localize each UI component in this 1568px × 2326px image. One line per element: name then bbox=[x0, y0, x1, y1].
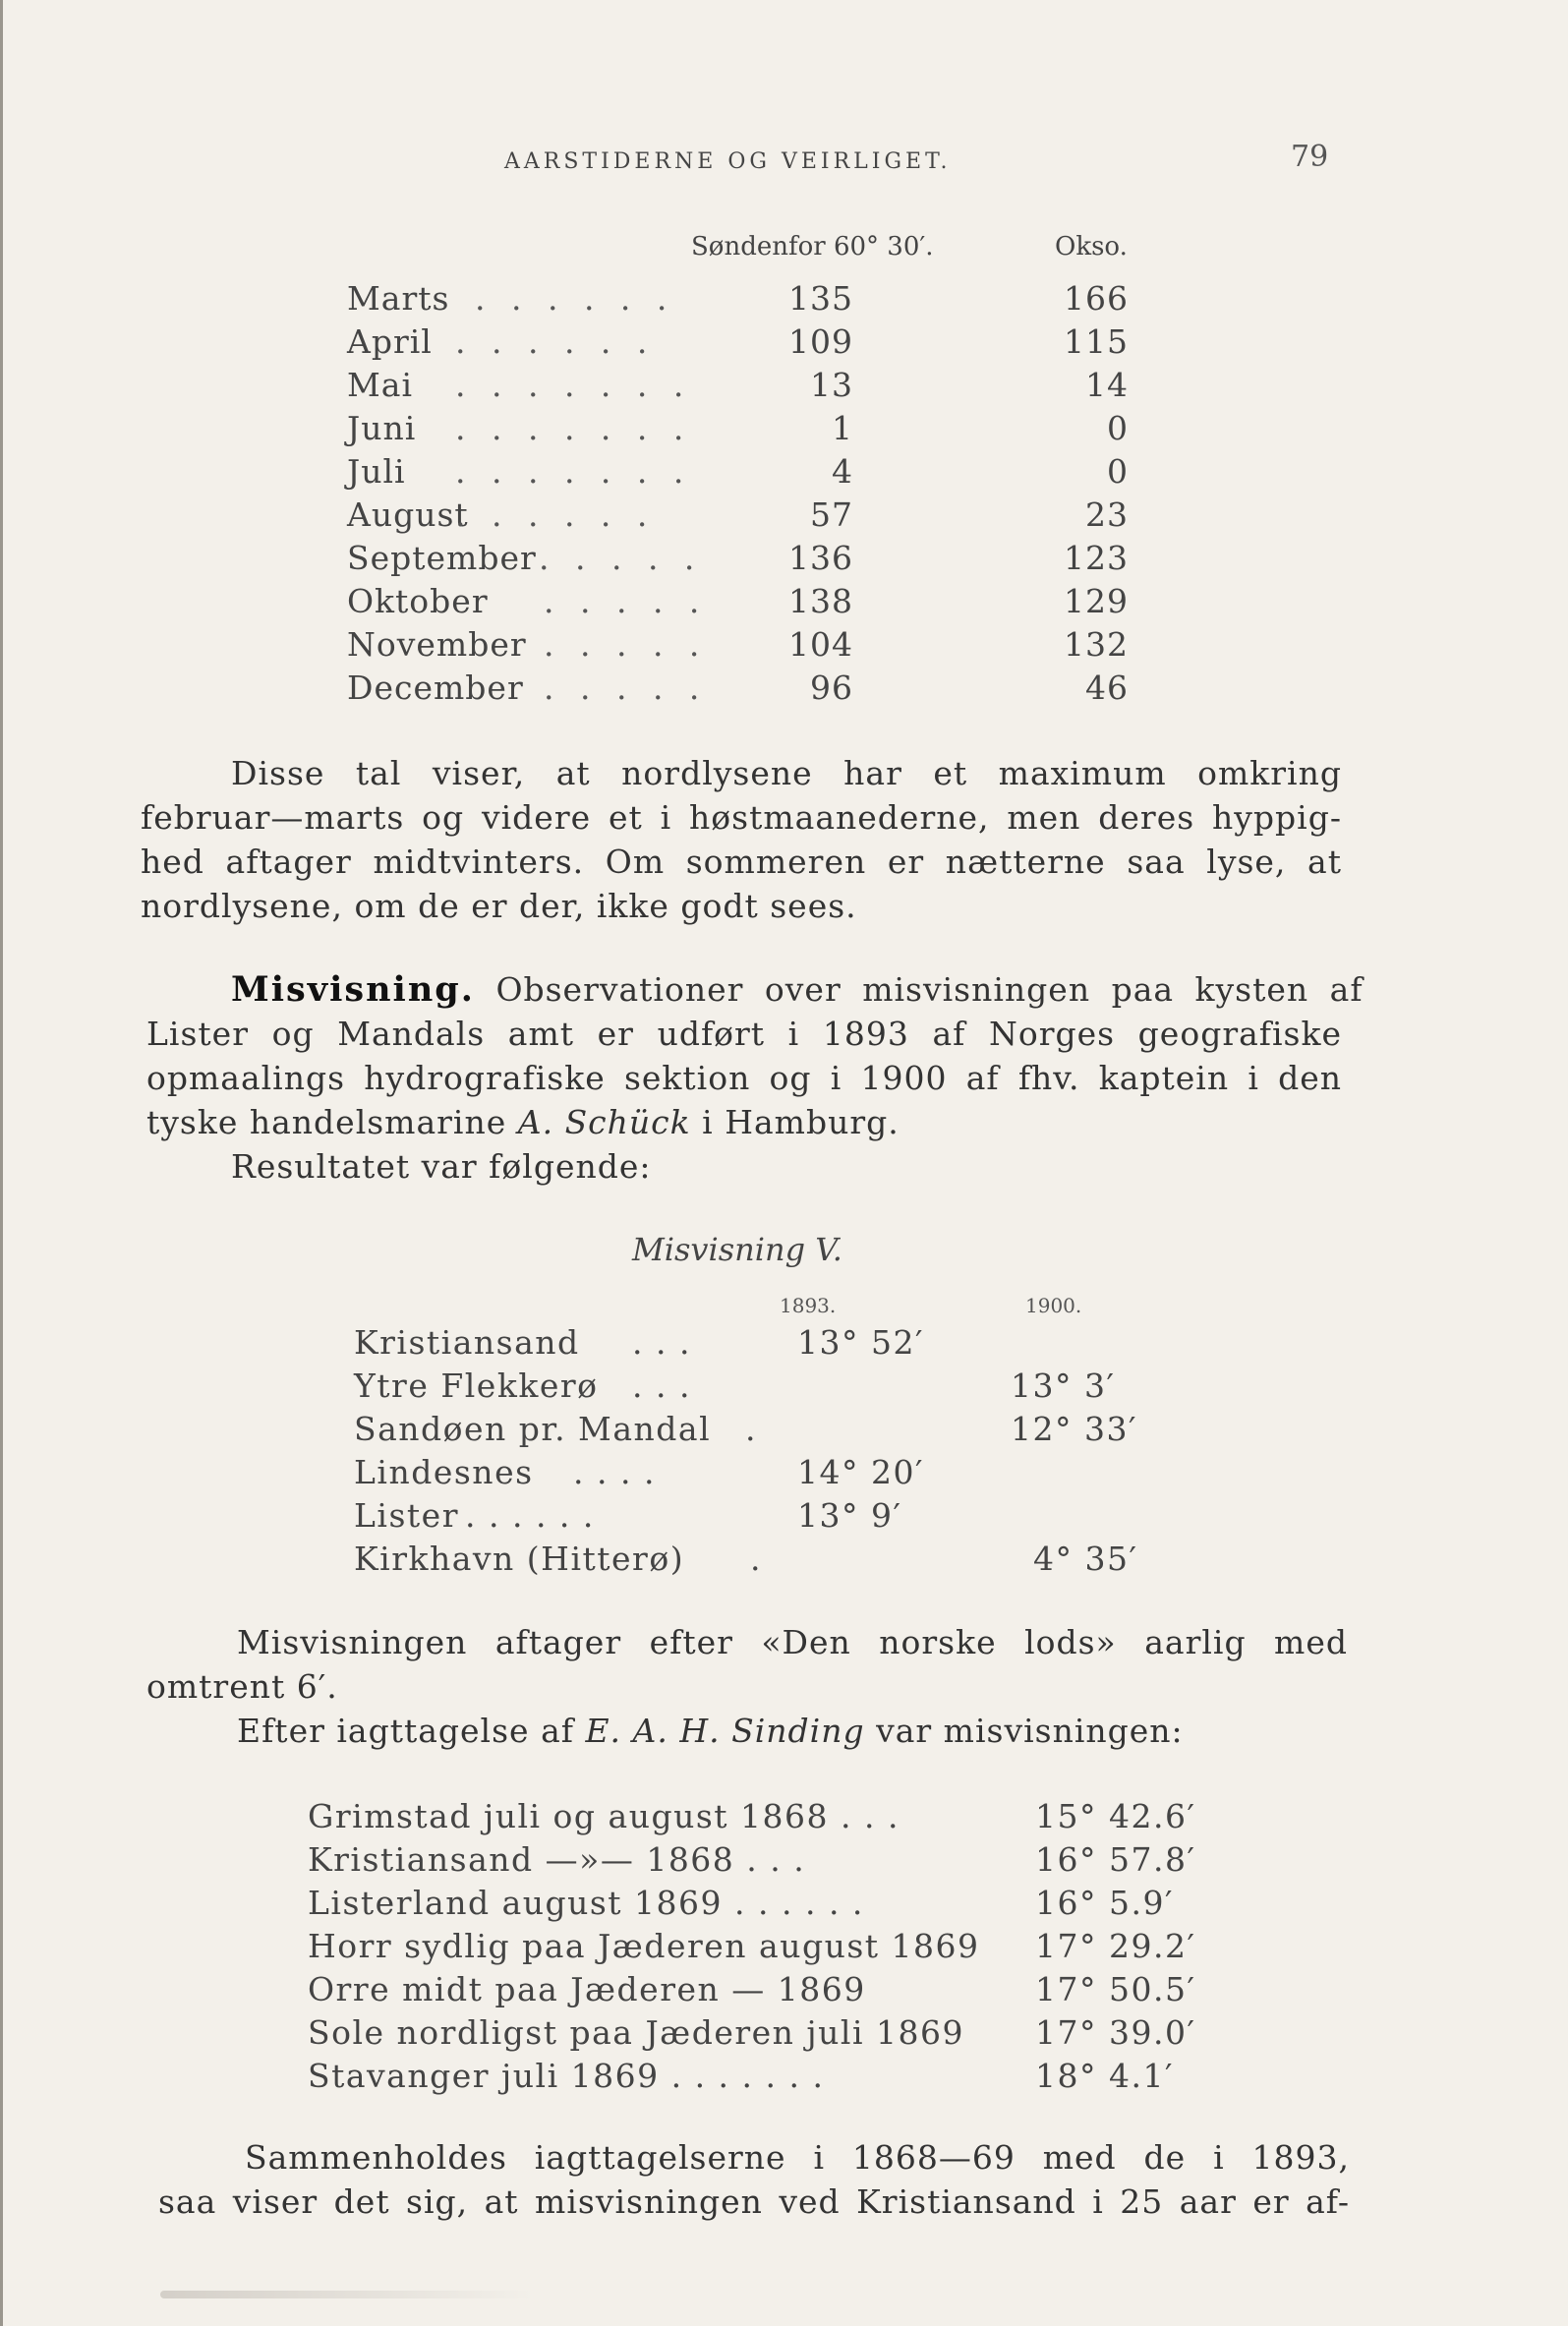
month-label: September bbox=[347, 539, 537, 577]
leader-dots: . . . . . . bbox=[455, 322, 656, 361]
text-line: Disse tal viser, at nordlysene har et maximum omkring bbox=[231, 754, 1342, 792]
text-line: februar—marts og videre et i høstmaanederne, men deres hyppig- bbox=[141, 798, 1342, 837]
month-label: April bbox=[347, 322, 433, 361]
place-label: Lindesnes bbox=[354, 1453, 534, 1491]
declination-value: 17° 50.5′ bbox=[1035, 1970, 1196, 2008]
declination-value: 15° 42.6′ bbox=[1035, 1797, 1196, 1835]
paragraph-misvisning bbox=[146, 967, 1364, 1189]
place-label: Kirkhavn (Hitterø) bbox=[354, 1540, 685, 1578]
declination-value: 16° 57.8′ bbox=[1035, 1840, 1196, 1879]
value-1900: 13° 3′ bbox=[1011, 1367, 1116, 1405]
okso-value: 115 bbox=[1064, 322, 1129, 361]
value-1893: 13° 9′ bbox=[797, 1496, 902, 1535]
okso-value: 166 bbox=[1064, 279, 1129, 318]
text-line: omtrent 6′. bbox=[146, 1667, 338, 1706]
leader-dots: . . . bbox=[632, 1367, 691, 1405]
okso-value: 14 bbox=[1085, 366, 1129, 404]
observation-location: Stavanger juli 1869 . . . . . . . bbox=[308, 2057, 825, 2095]
leader-dots: . . . . . . bbox=[475, 279, 675, 318]
place-label: Ytre Flekkerø bbox=[354, 1367, 599, 1405]
leader-dots: . . . bbox=[632, 1323, 691, 1362]
text-line: Sammenholdes iagttagelserne i 1868—69 med de i 1893, bbox=[245, 2138, 1350, 2177]
place-label: Lister bbox=[354, 1496, 459, 1535]
text-line: Observationer over misvisningen paa kysten af bbox=[495, 970, 1364, 1009]
text-line: i Hamburg. bbox=[702, 1103, 900, 1141]
text-line: hed aftager midtvinters. Om sommeren er nætterne saa lyse, at bbox=[141, 843, 1342, 881]
place-label: Kristiansand bbox=[354, 1323, 580, 1362]
okso-value: 0 bbox=[1107, 452, 1129, 491]
okso-value: 132 bbox=[1064, 625, 1129, 664]
sondenfor-value: 109 bbox=[788, 322, 853, 361]
running-header: AARSTIDERNE OG VEIRLIGET. bbox=[504, 149, 952, 174]
paragraph-den-norske-lods bbox=[146, 1620, 1348, 1753]
page-number: 79 bbox=[1291, 140, 1329, 174]
sondenfor-value: 136 bbox=[788, 539, 853, 577]
okso-value: 129 bbox=[1064, 582, 1129, 620]
sondenfor-value: 57 bbox=[810, 495, 853, 534]
declination-value: 18° 4.1′ bbox=[1035, 2057, 1174, 2095]
sondenfor-value: 13 bbox=[810, 366, 853, 404]
leader-dots: . . . . . . . bbox=[455, 366, 692, 404]
leader-dots: . . . . . bbox=[544, 669, 708, 707]
observation-location: Horr sydlig paa Jæderen august 1869 bbox=[308, 1927, 980, 1965]
declination-value: 16° 5.9′ bbox=[1035, 1884, 1174, 1922]
sondenfor-value: 104 bbox=[788, 625, 853, 664]
leader-dots: . bbox=[745, 1410, 757, 1448]
leader-dots: . . . . . bbox=[539, 539, 703, 577]
place-label: Sandøen pr. Mandal bbox=[354, 1410, 712, 1448]
month-label: Juni bbox=[347, 409, 417, 447]
scan-smudge bbox=[160, 2291, 534, 2298]
month-label: Oktober bbox=[347, 582, 489, 620]
column-header-sondenfor: Søndenfor 60° 30′. bbox=[691, 232, 934, 262]
observation-location: Sole nordligst paa Jæderen juli 1869 bbox=[308, 2013, 964, 2052]
leader-dots: . . . . . bbox=[544, 625, 708, 664]
value-1893: 13° 52′ bbox=[797, 1323, 924, 1362]
table-title: Misvisning V. bbox=[632, 1231, 842, 1268]
sondenfor-value: 1 bbox=[832, 409, 853, 447]
leader-dots: . . . . . . bbox=[465, 1496, 595, 1535]
column-header-okso: Okso. bbox=[1055, 232, 1128, 262]
leader-dots: . . . . bbox=[573, 1453, 656, 1491]
observation-location: Orre midt paa Jæderen — 1869 bbox=[308, 1970, 866, 2008]
person-name: E. A. H. Sinding bbox=[585, 1712, 865, 1750]
observation-location: Kristiansand —»— 1868 . . . bbox=[308, 1840, 806, 1879]
value-1900: 4° 35′ bbox=[1033, 1540, 1138, 1578]
month-label: Mai bbox=[347, 366, 414, 404]
text-line: Resultatet var følgende: bbox=[231, 1147, 652, 1186]
text-line: Lister og Mandals amt er udført i 1893 af Norges geografiske bbox=[146, 1015, 1342, 1053]
declination-value: 17° 39.0′ bbox=[1035, 2013, 1196, 2052]
text-line: saa viser det sig, at misvisningen ved Kristiansand i 25 aar er af- bbox=[158, 2182, 1350, 2221]
okso-value: 0 bbox=[1107, 409, 1129, 447]
leader-dots: . . . . . bbox=[544, 582, 708, 620]
observation-location: Grimstad juli og august 1868 . . . bbox=[308, 1797, 900, 1835]
value-1893: 14° 20′ bbox=[797, 1453, 924, 1491]
sondenfor-value: 96 bbox=[810, 669, 853, 707]
leader-dots: . . . . . . bbox=[455, 495, 656, 534]
column-header-1900: 1900. bbox=[1025, 1294, 1082, 1317]
text-line: nordlysene, om de er der, ikke godt sees. bbox=[141, 887, 857, 925]
value-1900: 12° 33′ bbox=[1011, 1410, 1137, 1448]
text-line: Misvisningen aftager efter «Den norske lods» aarlig med bbox=[237, 1623, 1348, 1661]
paragraph-aurora-summary bbox=[141, 751, 1342, 928]
sondenfor-value: 4 bbox=[832, 452, 853, 491]
column-header-1893: 1893. bbox=[780, 1294, 837, 1317]
sondenfor-value: 138 bbox=[788, 582, 853, 620]
sondenfor-value: 135 bbox=[788, 279, 853, 318]
okso-value: 123 bbox=[1064, 539, 1129, 577]
declination-value: 17° 29.2′ bbox=[1035, 1927, 1196, 1965]
text-line: tyske handelsmarine bbox=[146, 1103, 507, 1141]
okso-value: 23 bbox=[1085, 495, 1129, 534]
month-label: Marts bbox=[347, 279, 450, 318]
okso-value: 46 bbox=[1085, 669, 1129, 707]
month-label: Juli bbox=[347, 452, 406, 491]
text-line: Efter iagttagelse af bbox=[237, 1712, 574, 1750]
leader-dots: . bbox=[750, 1540, 762, 1578]
text-line: var misvisningen: bbox=[876, 1712, 1184, 1750]
month-label: August bbox=[347, 495, 469, 534]
observation-location: Listerland august 1869 . . . . . . bbox=[308, 1884, 864, 1922]
month-label: December bbox=[347, 669, 524, 707]
text-line: opmaalings hydrografiske sektion og i 1900 af fhv. kaptein i den bbox=[146, 1059, 1342, 1097]
section-heading: Misvisning. bbox=[231, 969, 475, 1010]
person-name: A. Schück bbox=[517, 1103, 691, 1141]
leader-dots: . . . . . . . bbox=[455, 452, 692, 491]
paragraph-comparison bbox=[158, 2135, 1350, 2224]
leader-dots: . . . . . . . bbox=[455, 409, 692, 447]
month-label: November bbox=[347, 625, 527, 664]
